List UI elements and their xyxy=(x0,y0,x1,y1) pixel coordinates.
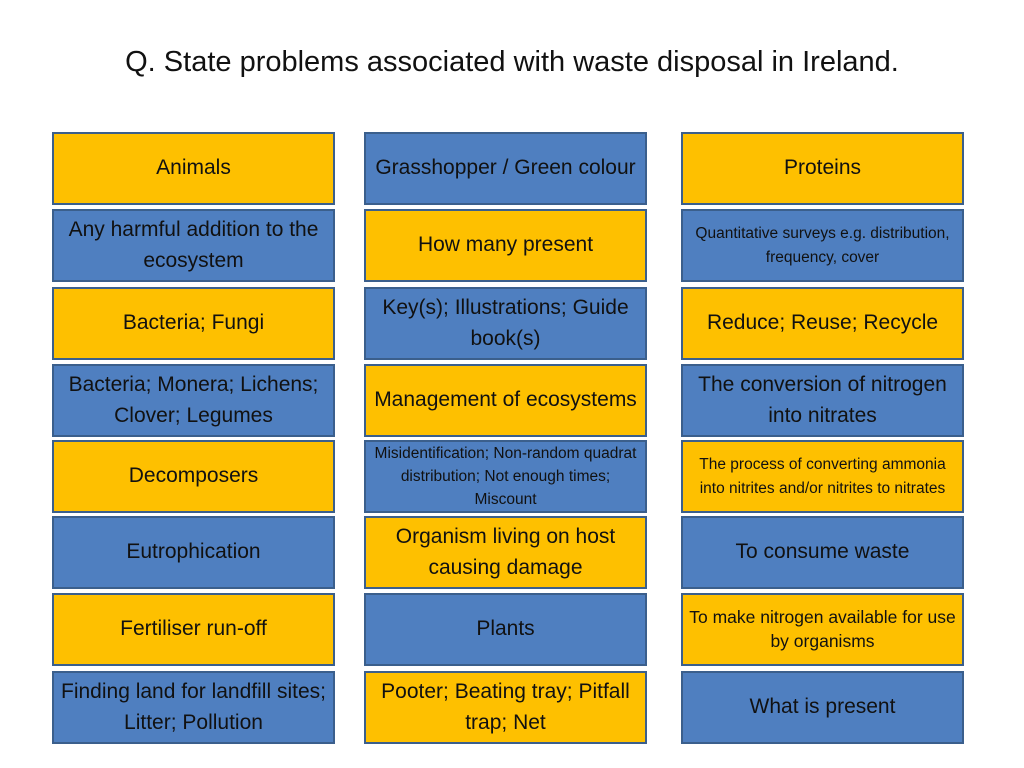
answer-box-grasshopper[interactable]: Grasshopper / Green colour xyxy=(364,132,647,205)
answer-box-fertiliser-runoff[interactable]: Fertiliser run-off xyxy=(52,593,335,666)
answer-box-how-many-present[interactable]: How many present xyxy=(364,209,647,282)
answer-box-management-of-ecosystems[interactable]: Management of ecosystems xyxy=(364,364,647,437)
answer-box-plants[interactable]: Plants xyxy=(364,593,647,666)
answer-box-keys-illustrations[interactable]: Key(s); Illustrations; Guide book(s) xyxy=(364,287,647,360)
answer-box-pooter-beating-tray[interactable]: Pooter; Beating tray; Pitfall trap; Net xyxy=(364,671,647,744)
answer-box-animals[interactable]: Animals xyxy=(52,132,335,205)
answer-box-what-is-present[interactable]: What is present xyxy=(681,671,964,744)
answer-box-nitrogen-available[interactable]: To make nitrogen available for use by organisms xyxy=(681,593,964,666)
answer-box-harmful-addition[interactable]: Any harmful addition to the ecosystem xyxy=(52,209,335,282)
answer-box-bacteria-fungi[interactable]: Bacteria; Fungi xyxy=(52,287,335,360)
answer-box-quantitative-surveys[interactable]: Quantitative surveys e.g. distribution, frequency, cover xyxy=(681,209,964,282)
answer-box-misidentification[interactable]: Misidentification; Non-random quadrat distribution; Not enough times; Miscount xyxy=(364,440,647,513)
answer-box-eutrophication[interactable]: Eutrophication xyxy=(52,516,335,589)
answer-box-organism-on-host[interactable]: Organism living on host causing damage xyxy=(364,516,647,589)
answer-box-reduce-reuse-recycle[interactable]: Reduce; Reuse; Recycle xyxy=(681,287,964,360)
answer-box-landfill-litter-pollution[interactable]: Finding land for landfill sites; Litter; Pollution xyxy=(52,671,335,744)
answer-box-decomposers[interactable]: Decomposers xyxy=(52,440,335,513)
slide-title: Q. State problems associated with waste disposal in Ireland. xyxy=(125,46,899,78)
answer-box-nitrification-process[interactable]: The process of converting ammonia into nitrites and/or nitrites to nitrates xyxy=(681,440,964,513)
answer-box-bacteria-monera[interactable]: Bacteria; Monera; Lichens; Clover; Legumes xyxy=(52,364,335,437)
answer-box-proteins[interactable]: Proteins xyxy=(681,132,964,205)
answer-box-consume-waste[interactable]: To consume waste xyxy=(681,516,964,589)
answer-box-nitrogen-conversion[interactable]: The conversion of nitrogen into nitrates xyxy=(681,364,964,437)
